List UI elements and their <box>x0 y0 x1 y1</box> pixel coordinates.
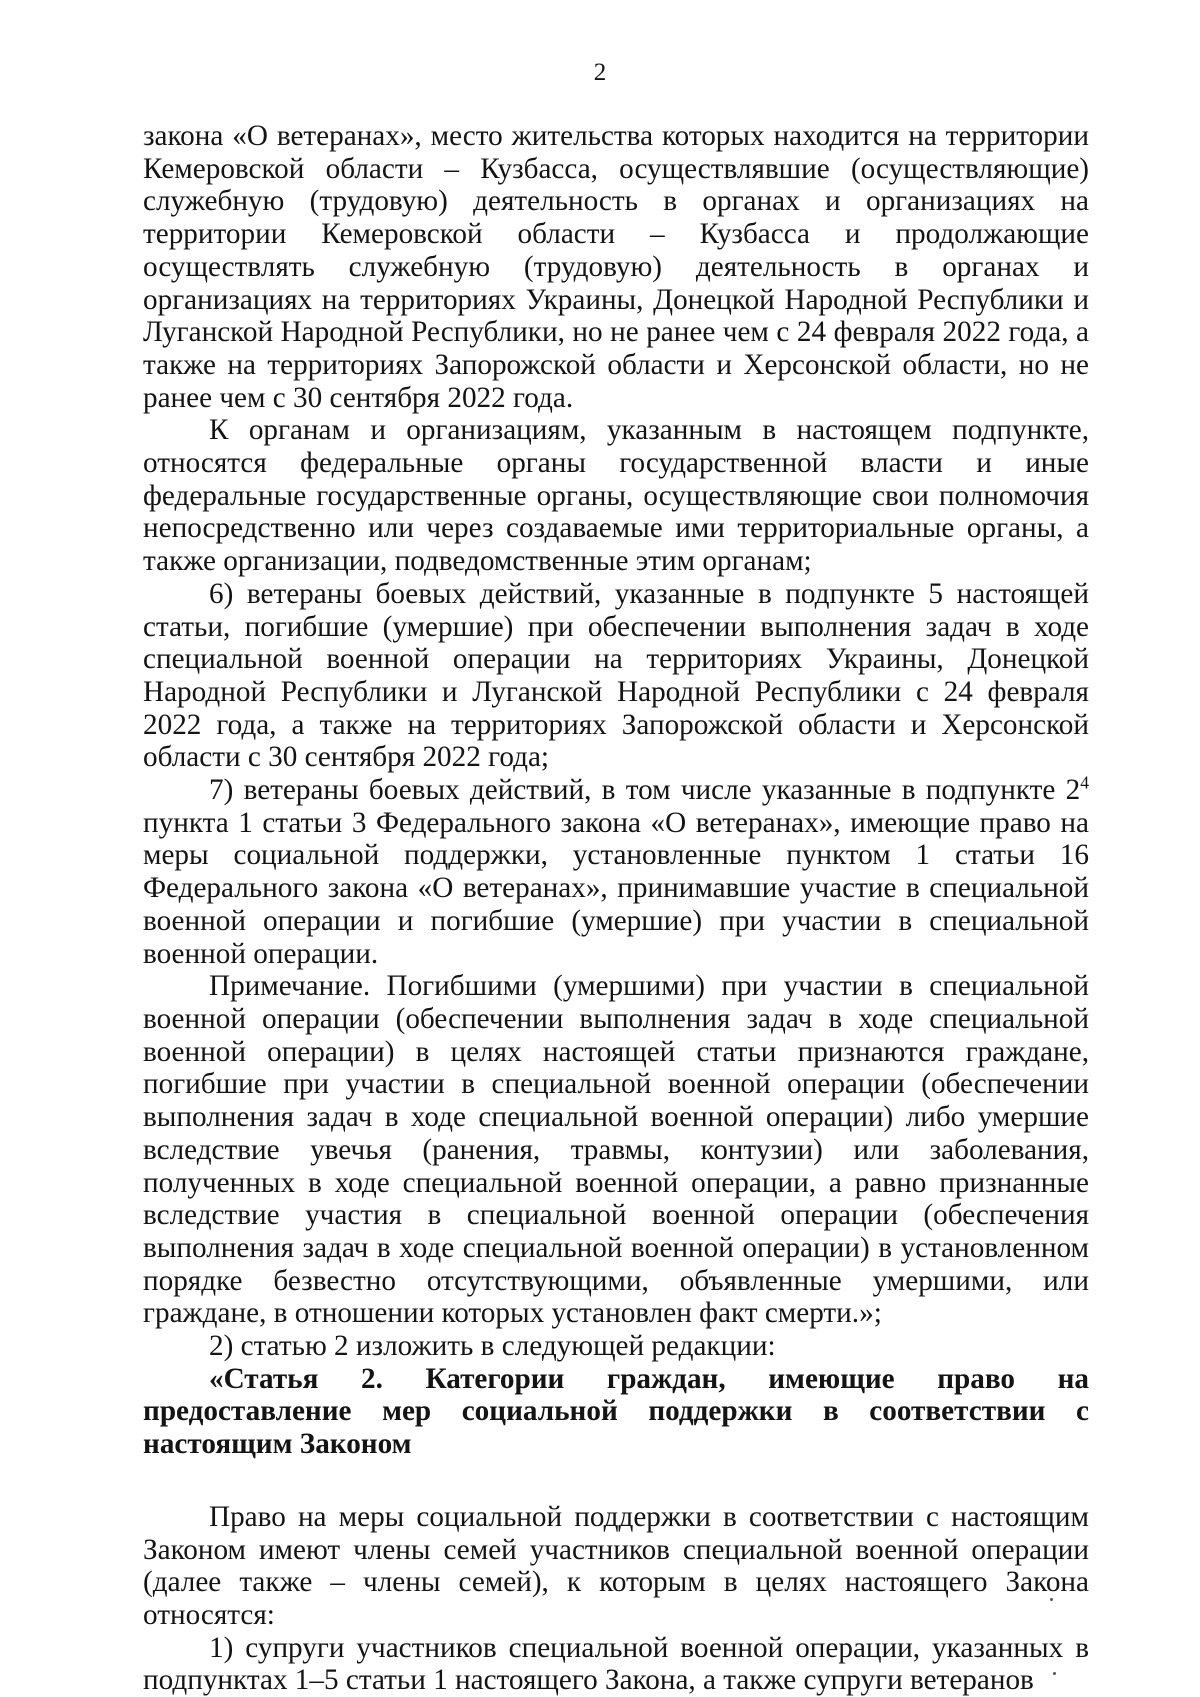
paragraph-organs: К органам и организациям, указанным в настоящем подпункте, относятся федеральные органы государственной власти и иные федеральные государственные органы, осуществляющие свои полномочия непосредственно или через создаваемые ими территориальные органы, а также организации, подведомственные этим органам; <box>143 414 1089 578</box>
page-number: 2 <box>593 59 607 86</box>
paragraph-item-6: 6) ветераны боевых действий, указанные в подпункте 5 настоящей статьи, погибшие (умершие) при обеспечении выполнения задач в ходе специальной военной операции на территориях Украины, Донецкой Народной Республики и Луганской Народной Республики с 24 февраля 2022 года, а также на территориях Запорожской области и Херсонской области с 30 сентября 2022 года; <box>143 577 1089 774</box>
spacer <box>143 1461 1089 1501</box>
item-7-text-start: 7) ветераны боевых действий, в том числе указанные в подпункте 2 <box>209 774 1081 807</box>
paragraph-note: Примечание. Погибшими (умершими) при участии в специальной военной операции (обеспечении выполнения задач в ходе специальной военной операции) в целях настоящей статьи признаются граждане, погибшие при участии в специальной военной операции (обеспечении выполнения задач в ходе специальной военной операции) либо умершие вследствие увечья (ранения, травмы, контузии) или заболевания, полученных в ходе специальной военной операции, а равно признанные вследствие участия в специальной военной операции (обеспечения выполнения задач в ходе специальной военной операции) в установленном порядке безвестно отсутствующими, объявленные умершими, или граждане, в отношении которых установлен факт смерти.»; <box>143 970 1089 1330</box>
item-7-text-end: пункта 1 статьи 3 Федерального закона «О ветеранах», имеющие право на меры социальной поддержки, установленные пунктом 1 статьи 16 Федерального закона «О ветеранах», принимавшие участие в специальной военной операции и погибшие (умершие) при участии в специальной военной операции. <box>143 806 1089 970</box>
scan-speck <box>1050 1598 1053 1601</box>
article-intro: Право на меры социальной поддержки в соответствии с настоящим Законом имеют члены семей участников специальной военной операции (далее также – члены семей), к которым в целях настоящего Закона относятся: <box>143 1500 1089 1631</box>
article-heading: «Статья 2. Категории граждан, имеющие право на предоставление мер социальной поддержки в соответствии с настоящим Законом <box>143 1362 1089 1461</box>
article-item-1: 1) супруги участников специальной военной операции, указанных в подпунктах 1–5 статьи 1 настоящего Закона, а также супруги ветеранов <box>143 1631 1089 1697</box>
item-7-superscript: 4 <box>1080 772 1089 793</box>
paragraph-item-7 <box>143 774 1089 970</box>
scan-speck <box>1053 1672 1056 1675</box>
document-body <box>143 120 1089 1697</box>
paragraph-amendment-2: 2) статью 2 изложить в следующей редакции: <box>209 1330 776 1363</box>
paragraph-continuation: закона «О ветеранах», место жительства которых находится на территории Кемеровской области – Кузбасса, осуществлявшие (осуществляющие) служебную (трудовую) деятельность в органах и организациях на территории Кемеровской области – Кузбасса и продолжающие осуществлять служебную (трудовую) деятельность в органах и организациях на территориях Украины, Донецкой Народной Республики и Луганской Народной Республики, но не ранее чем с 24 февраля 2022 года, а также на территориях Запорожской области и Херсонской области, но не ранее чем с 30 сентября 2022 года. <box>143 120 1089 414</box>
